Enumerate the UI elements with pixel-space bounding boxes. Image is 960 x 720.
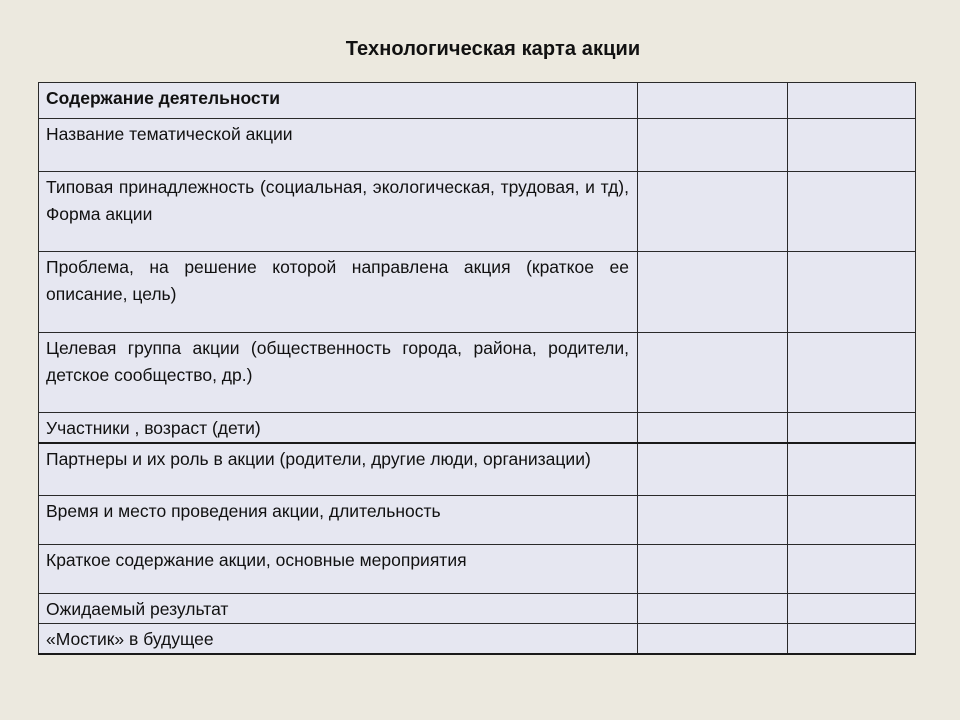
row-cell — [638, 413, 788, 444]
row-label: Краткое содержание акции, основные мероприятия — [39, 544, 638, 593]
row-cell — [638, 119, 788, 172]
table-row — [39, 495, 916, 544]
row-label: Проблема, на решение которой направлена акция (краткое ее описание, цель) — [39, 252, 638, 333]
row-cell — [638, 172, 788, 252]
row-cell — [788, 593, 916, 623]
row-cell — [638, 623, 788, 654]
row-cell — [788, 544, 916, 593]
row-cell — [638, 443, 788, 495]
row-cell — [788, 443, 916, 495]
table-row — [39, 443, 916, 495]
header-cell-2 — [638, 83, 788, 119]
row-label: Участники , возраст (дети) — [39, 413, 638, 444]
header-label: Содержание деятельности — [39, 83, 638, 119]
row-cell — [638, 333, 788, 413]
row-cell — [638, 495, 788, 544]
header-cell-3 — [788, 83, 916, 119]
tech-map-table — [38, 82, 916, 655]
row-label: Типовая принадлежность (социальная, экологическая, трудовая, и тд), Форма акции — [39, 172, 638, 252]
row-cell — [638, 252, 788, 333]
table-row — [39, 333, 916, 413]
row-label: Название тематической акции — [39, 119, 638, 172]
table-row — [39, 544, 916, 593]
page-title: Технологическая карта акции — [345, 38, 641, 60]
row-cell — [638, 593, 788, 623]
row-cell — [788, 413, 916, 444]
row-cell — [788, 623, 916, 654]
row-cell — [788, 252, 916, 333]
table-header-row — [39, 83, 916, 119]
row-cell — [788, 119, 916, 172]
row-label: Целевая группа акции (общественность города, района, родители, детское сообщество, др.) — [39, 333, 638, 413]
table-row — [39, 172, 916, 252]
row-cell — [788, 172, 916, 252]
row-label: Время и место проведения акции, длительность — [39, 495, 638, 544]
row-cell — [638, 544, 788, 593]
table-row — [39, 252, 916, 333]
table-row — [39, 623, 916, 654]
row-label: Ожидаемый результат — [39, 593, 638, 623]
row-label: «Мостик» в будущее — [39, 623, 638, 654]
row-cell — [788, 333, 916, 413]
row-cell — [788, 495, 916, 544]
table-row — [39, 119, 916, 172]
table-row — [39, 413, 916, 444]
row-label: Партнеры и их роль в акции (родители, другие люди, организации) — [39, 443, 638, 495]
table-row — [39, 593, 916, 623]
